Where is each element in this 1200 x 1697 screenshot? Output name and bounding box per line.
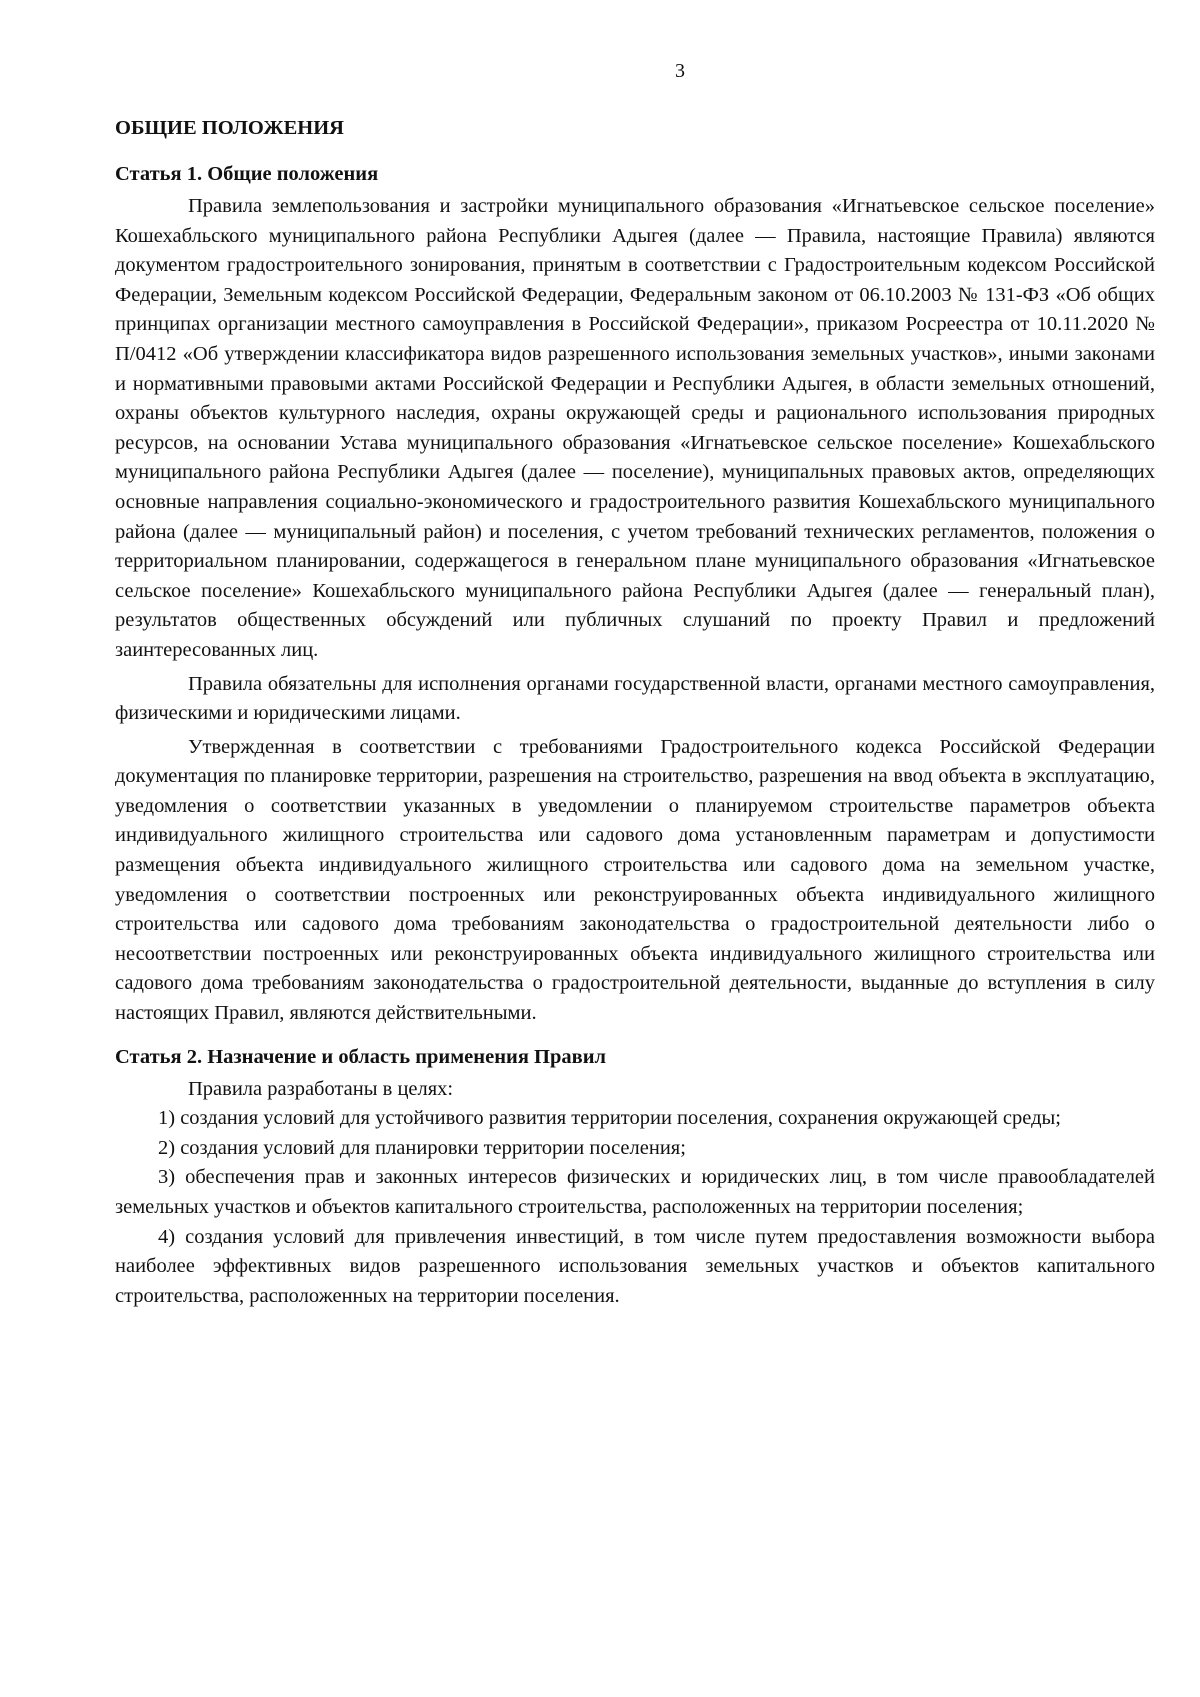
page-number: 3 xyxy=(675,60,685,82)
article-1-paragraph: Утвержденная в соответствии с требованиями Градостроительного кодекса Российской Федерации документация по планировке территории, разрешения на строительство, разрешения на ввод объекта в эксплуатацию, уведомления о соответствии указанных в уведомлении о планируемом строительстве параметров объекта индивидуального жилищного строительства или садового дома установленным параметрам и допустимости размещения объекта индивидуального жилищного строительства или садового дома на земельном участке, уведомления о соответствии построенных или реконструированных объекта индивидуального жилищного строительства или садового дома требованиям законодательства о градостроительной деятельности либо о несоответствии построенных или реконструированных объекта индивидуального жилищного строительства или садового дома требованиям законодательства о градостроительной деятельности, выданные до вступления в силу настоящих Правил, являются действительными. xyxy=(115,735,1155,1025)
article-1-paragraph: Правила обязательны для исполнения органами государственной власти, органами местного самоуправления, физическими и юридическими лицами. xyxy=(115,672,1155,725)
article-2-title: Статья 2. Назначение и область применения Правил xyxy=(115,1045,607,1068)
article-2-list-item: 4) создания условий для привлечения инвестиций, в том числе путем предоставления возможности выбора наиболее эффективных видов разрешенного использования земельных участков и объектов капитального строительства, расположенных на территории поселения. xyxy=(115,1225,1155,1307)
article-1-paragraph: Правила землепользования и застройки муниципального образования «Игнатьевское сельское поселение» Кошехабльского муниципального района Республики Адыгея (далее — Правила, настоящие Правила) являются документом градостроительного зонирования, принятым в соответствии с Градостроительным кодексом Российской Федерации, Земельным кодексом Российской Федерации, Федеральным законом от 06.10.2003 № 131-ФЗ «Об общих принципах организации местного самоуправления в Российской Федерации», приказом Росреестра от 10.11.2020 № П/0412 «Об утверждении классификатора видов разрешенного использования земельных участков», иными законами и нормативными правовыми актами Российской Федерации и Республики Адыгея, в области земельных отношений, охраны объектов культурного наследия, охраны окружающей среды и рационального использования природных ресурсов, на основании Устава муниципального образования «Игнатьевское сельское поселение» Кошехабльского муниципального района Республики Адыгея (далее — поселение), муниципальных правовых актов, определяющих основные направления социально-экономического и градостроительного развития Кошехабльского муниципального района (далее — муниципальный район) и поселения, с учетом требований технических регламентов, положения о территориальном планировании, содержащегося в генеральном плане муниципального образования «Игнатьевское сельское поселение» Кошехабльского муниципального района Республики Адыгея (далее — генеральный план), результатов общественных обсуждений или публичных слушаний по проекту Правил и предложений заинтересованных лиц. xyxy=(115,195,1155,661)
section-title: ОБЩИЕ ПОЛОЖЕНИЯ xyxy=(115,117,344,139)
article-2-intro: Правила разработаны в целях: xyxy=(188,1077,454,1100)
article-2-list-item: 3) обеспечения прав и законных интересов физических и юридических лиц, в том числе правообладателей земельных участков и объектов капитального строительства, расположенных на территории поселения; xyxy=(115,1166,1155,1218)
article-2-list-item: 1) создания условий для устойчивого развития территории поселения, сохранения окружающей среды; xyxy=(158,1107,1061,1130)
article-1-title: Статья 1. Общие положения xyxy=(115,163,379,185)
article-2-list-item: 2) создания условий для планировки территории поселения; xyxy=(158,1136,686,1159)
